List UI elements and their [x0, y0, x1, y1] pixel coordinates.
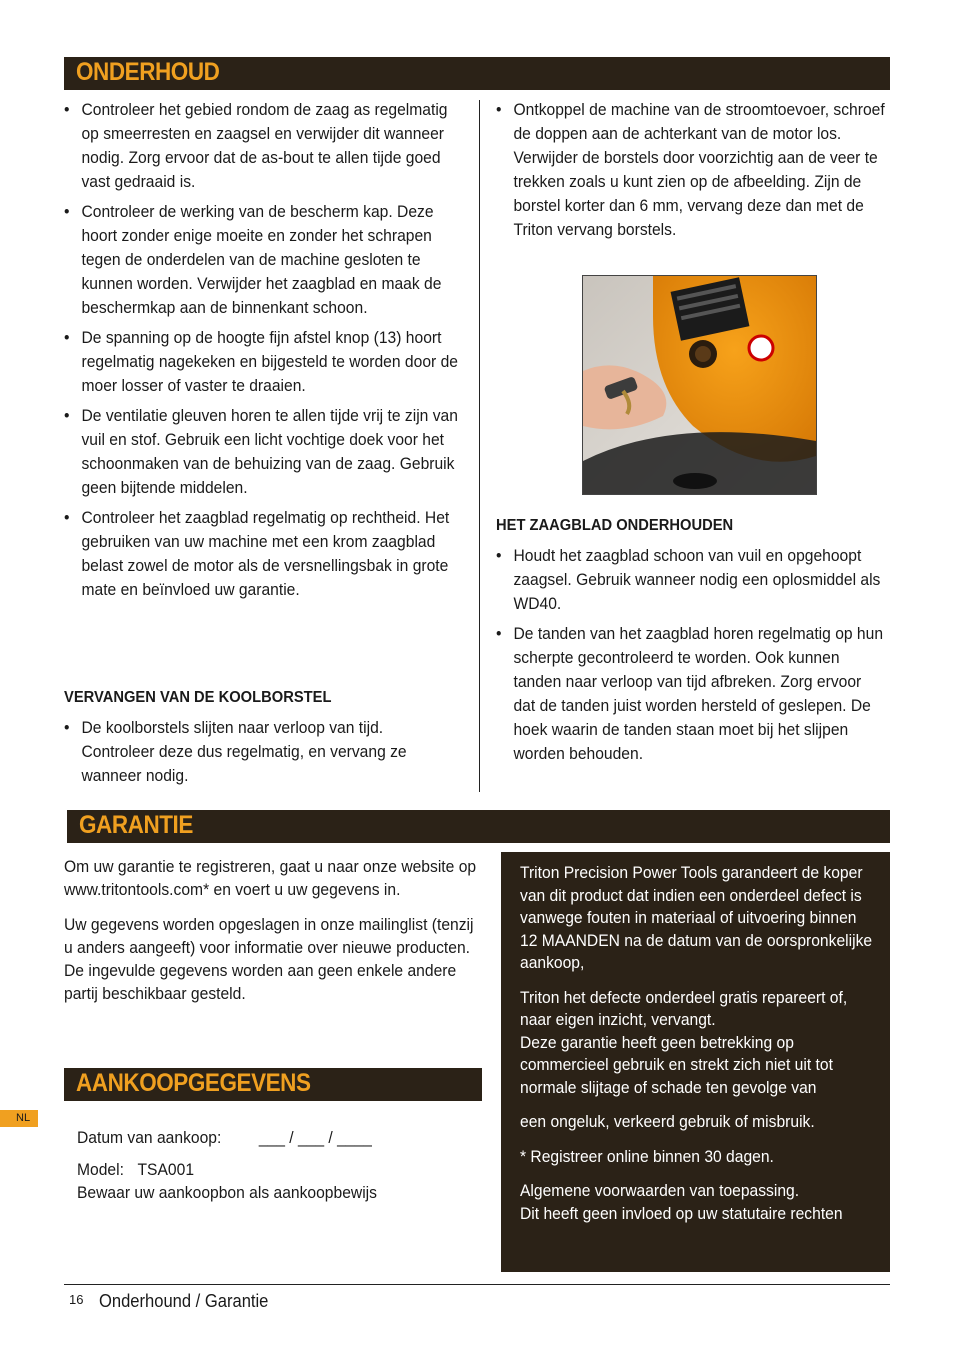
footer-divider: [64, 1284, 890, 1285]
brush-photo-illustration: [583, 276, 816, 494]
koolborstel-heading: VERVANGEN VAN DE KOOLBORSTEL: [64, 689, 332, 706]
column-divider: [479, 100, 480, 792]
garantie-text: [64, 855, 484, 1017]
list-item: • De spanning op de hoogte fijn afstel knop (13) hoort regelmatig nagekeken en bijgesteld te worden door de moer losser of vaster te draaien.: [64, 326, 460, 398]
warranty-paragraph: Triton Precision Power Tools garandeert de koper van dit product dat indien een onderdeel defect is vanwege fouten in materiaal of uitvoering binnen 12 MAANDEN na de datum van de oorspronkelijke aankoop,: [520, 863, 873, 972]
aankoop-details: [77, 1126, 477, 1204]
page-number: 16: [69, 1292, 84, 1307]
garantie-paragraph: Om uw garantie te registreren, gaat u naar onze website op www.tritontools.com* en voert u uw gegevens in.: [64, 857, 477, 899]
onderhoud-left-column: [64, 98, 474, 608]
language-tag: NL: [0, 1110, 38, 1127]
list-item: • De koolborstels slijten naar verloop van tijd. Controleer deze dus regelmatig, en vervang ze wanneer nodig.: [64, 716, 460, 788]
list-item: • De ventilatie gleuven horen te allen tijde vrij te zijn van vuil en stof. Gebruik een licht vochtige doek voor het schoonmaken van de behuizing van de zaag. Gebruik geen bijtende middelen.: [64, 404, 460, 500]
footer-title: Onderhound / Garantie: [99, 1291, 269, 1311]
warranty-statement-box: [501, 852, 890, 1272]
list-item: • Controleer de werking van de bescherm kap. Deze hoort zonder enige moeite en zonder het schrapen tegen de onderdelen van de machine gesloten te kunnen worden. Verwijder het zaagblad en maak de beschermkap aan de binnenkant schoon.: [64, 200, 460, 320]
warranty-paragraph: Algemene voorwaarden van toepassing. Dit heeft geen invloed op uw statutaire rechten: [520, 1181, 843, 1223]
model-row: [77, 1158, 473, 1181]
list-item: • Controleer het zaagblad regelmatig op rechtheid. Het gebruiken van uw machine met een krom zaagblad belast zowel de motor als de versnellingsbak in grote mate en beïnvloed uw garantie.: [64, 506, 460, 602]
list-item: • Houdt het zaagblad schoon van vuil en opgehoopt zaagsel. Gebruik wanneer nodig een oplosmiddel als WD40.: [496, 544, 886, 616]
zaagblad-section: [496, 514, 890, 772]
zaagblad-heading: HET ZAAGBLAD ONDERHOUDEN: [496, 517, 734, 534]
warranty-paragraph: Triton het defecte onderdeel gratis repareert of, naar eigen inzicht, vervangt. Deze garantie heeft geen betrekking op commercieel gebruik en strekt zich niet uit tot normale slijtage of schade ten gevolge van: [520, 987, 848, 1097]
model-value: TSA001: [137, 1160, 195, 1179]
warranty-paragraph: * Registreer online binnen 30 dagen.: [520, 1146, 774, 1166]
zaagblad-bullet-list: [496, 544, 886, 766]
borstel-bullet-list: [496, 98, 886, 242]
list-item: • Ontkoppel de machine van de stroomtoevoer, schroef de doppen aan de achterkant van de motor los. Verwijder de borstels door voorzichtig aan de veer te trekken zoals u kunt zien op de afbeelding. Zijn de borstel korter dan 6 mm, vervang deze dan met de Triton vervang borstels.: [496, 98, 886, 242]
aankoop-title: AANKOOPGEGEVENS: [76, 1069, 311, 1097]
aankoop-header-bar: [64, 1068, 482, 1101]
onderhoud-header-bar: [64, 57, 890, 90]
list-item: • Controleer het gebied rondom de zaag as regelmatig op smeerresten en zaagsel en verwijder dit wanneer nodig. Zorg ervoor dat de as-bout te allen tijde goed vast gedraaid is.: [64, 98, 460, 194]
purchase-date-label: Datum van aankoop:: [77, 1128, 222, 1147]
koolborstel-section: [64, 686, 474, 794]
garantie-paragraph: Uw gegevens worden opgeslagen in onze mailinglist (tenzij u anders aangeeft) voor informatie over nieuwe producten. De ingevulde gegevens worden aan geen enkele andere partij beschikbaar gesteld.: [64, 915, 474, 1003]
onderhoud-right-column: [496, 98, 890, 248]
garantie-title: GARANTIE: [79, 811, 193, 839]
onderhoud-bullet-list: [64, 98, 460, 602]
list-item: • De tanden van het zaagblad horen regelmatig op hun scherpte gecontroleerd te worden. Ook kunnen tanden naar verloop van tijd afbreken. Zorg ervoor dat de tanden juist worden hersteld of geslepen. De hoek waarin de tanden staan moet bij het slijpen worden behouden.: [496, 622, 886, 766]
koolborstel-bullet-list: [64, 716, 460, 788]
model-label: Model:: [77, 1160, 124, 1179]
purchase-date-blank: ___ / ___ / ____: [258, 1128, 372, 1147]
brush-replacement-photo: [582, 275, 817, 495]
garantie-header-bar: [67, 810, 890, 843]
warranty-paragraph: een ongeluk, verkeerd gebruik of misbruik.: [520, 1112, 815, 1131]
purchase-date-row: [77, 1126, 473, 1149]
onderhoud-title: ONDERHOUD: [76, 58, 220, 86]
keep-receipt-note: Bewaar uw aankoopbon als aankoopbewijs: [77, 1183, 377, 1202]
